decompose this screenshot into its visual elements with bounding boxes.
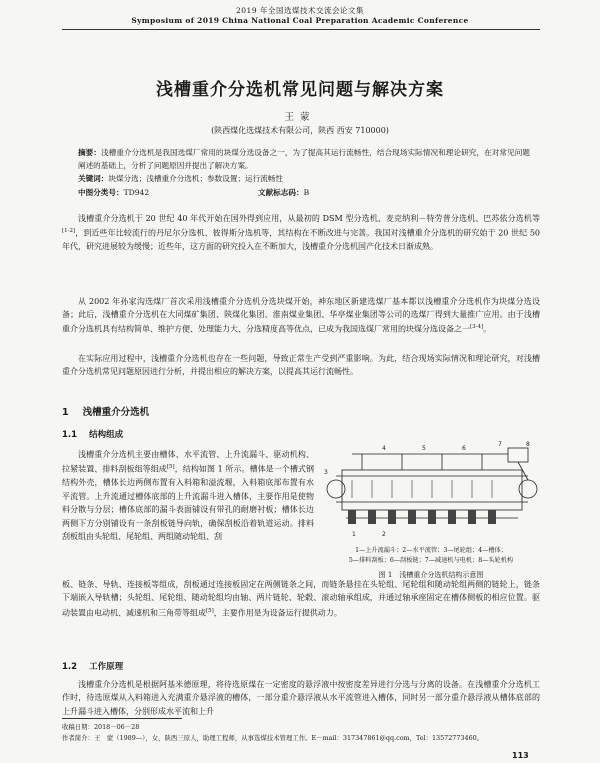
fig-label-8: 8 (526, 441, 530, 448)
upflow-hopper (368, 510, 376, 524)
p4-text-d: ，主要作用是为设备运行提供动力。 (213, 608, 342, 618)
fig-label-7: 7 (498, 441, 502, 448)
header-english: Symposium of 2019 China National Coal Preparation Academic Conference (131, 16, 469, 25)
citation: [1-2] (62, 228, 76, 234)
upflow-hopper (408, 510, 416, 524)
upflow-hopper (348, 510, 356, 524)
structure-paragraph-cont (62, 578, 540, 620)
abstract-label: 摘要： (78, 148, 101, 157)
keywords (78, 172, 530, 185)
abstract (78, 146, 530, 172)
upflow-hopper (468, 510, 476, 524)
p1-text-b: ，到近些年比较流行的丹尼尔分选机、彼得斯分选机等，其结构在不断改进与完善。我国对浅槽重介分选机的研究始于 20 世纪 50 年代，研究进展较为缓慢；近些年，这方面的研究投入在不断加大，浅槽重介分选机国产化技术日渐成熟。 (62, 228, 540, 251)
structure-paragraph (62, 448, 314, 544)
author-bio: 作者简介：王 蒙（1989—），女，陕西三原人，助理工程师，从事选煤技术管理工作。E－mail：317347861@qq.com，Tel：13572773460。 (62, 734, 484, 742)
p2-text-b: 。 (483, 324, 492, 334)
fig-label-6: 6 (462, 445, 466, 452)
p4-text-a: 浅槽重介分选机主要由槽体、水平流管、上升流漏斗、驱动机构、拉紧装置、排料刮板组等组成 (62, 450, 314, 475)
clc-value: TD942 (123, 188, 150, 197)
p1-text-a: 浅槽重介分选机于 20 世纪 40 年代开始在国外得到应用，从最初的 DSM 型分选机、麦克纳利－特劳普分选机、巴苏依分选机等 (78, 214, 540, 223)
citation: [5] (166, 464, 175, 471)
page-number: 113 (512, 751, 529, 760)
header-chinese: 2019 年全国选煤技术交流会论文集 (236, 6, 364, 15)
section-title: 工作原理 (89, 662, 124, 672)
keywords-label: 关键词： (78, 174, 109, 183)
p4-text-b: ，结构如图 1 所示。槽体是一个槽式钢结构外壳，槽体长边两侧布置有入料箱和溢流堰，入料箱底部布置有水平流管。上升流通过槽体底部的上升流漏斗进入槽体，主要作用是使物料分散与分层；槽体底部的漏斗表面铺设有带孔的耐磨衬板；槽体长边两侧下方分别铺设有一条刮板链导向轨，确保刮板沿着轨道运动。排料刮板组由头轮组、尾轮组、两组随动轮组、刮 (62, 465, 315, 542)
motor-reducer (508, 448, 528, 462)
author: 王蒙 (284, 112, 316, 123)
affiliation: (陕西煤化选煤技术有限公司，陕西 西安 710000) (211, 126, 389, 135)
upflow-hopper (428, 510, 436, 524)
separator-structure-figure (322, 440, 542, 546)
keywords-text: 块煤分选；浅槽重介分选机；参数设置；运行流畅性 (108, 174, 284, 183)
doc-code-value: B (303, 188, 310, 197)
figure-legend-line-2: 5—排料刮板；6—刮板链；7—减速机与电机；8—头轮机构 (348, 557, 514, 564)
fig-label-4: 4 (382, 445, 386, 452)
paper-title: 浅槽重介分选机常见问题与解决方案 (156, 80, 444, 100)
header-rule (62, 29, 540, 30)
principle-paragraph: 浅槽重介分选机是根据阿基米德原理，将待选原煤在一定密度的悬浮液中按密度差异进行分选与分离的设备。在浅槽重介分选机工作时，待选原煤从入料箱进入充满重介悬浮液的槽体，一部分重介悬浮液从水平流管进入槽体，同时另一部分重介悬浮液从槽体底部的上升漏斗进入槽体，分别形成水平流和上升 (62, 680, 540, 716)
section-1-1-heading (62, 428, 123, 440)
upflow-hopper (388, 510, 396, 524)
section-number: 1.2 (62, 662, 78, 672)
clc-label: 中图分类号： (78, 188, 124, 197)
footnote-rule (62, 718, 182, 719)
running-header (0, 5, 600, 25)
section-title: 浅槽重介分选机 (82, 407, 150, 418)
fig-label-3: 3 (324, 469, 328, 476)
citation: [3-4] (470, 324, 484, 330)
section-1-2-heading (62, 660, 123, 672)
upflow-hopper (488, 510, 496, 524)
fig-label-2: 2 (382, 531, 386, 538)
figure-title: 图 1 浅槽重介分选机结构示意图 (378, 571, 484, 579)
drive-belt (518, 462, 528, 480)
upflow-hopper (448, 510, 456, 524)
received-date: 收稿日期：2018－06－28 (62, 723, 140, 731)
p4-text-c: 板、链条、导轨、连接板等组成，刮板通过连接板固定在两侧链条之间，而链条悬挂在头轮组、尾轮组和随动轮组两侧的链轮上，链条下端嵌入导轨槽；头轮组、尾轮组、随动轮组均由轴、两片链轮、轮毂、滚动轴承组成，并通过轴承座固定在槽体侧板的相应位置。驱动装置由电动机、减速机和三角带等组成 (62, 580, 540, 618)
figure-legend (318, 546, 544, 566)
section-number: 1.1 (62, 430, 78, 440)
intro-paragraph-3: 在实际应用过程中，浅槽重介分选机也存在一些问题，导致正常生产受到严重影响。为此，结合现场实际情况和理论研究，对浅槽重介分选机常见问题原因进行分析，并提出相应的解决方案，以提高其运行流畅性。 (62, 354, 540, 376)
p2-text-a: 从 2002 年孙家沟选煤厂首次采用浅槽重介分选机分选块煤开始，神东地区新建选煤厂基本都以浅槽重介分选机作为块煤分选设备；此后，浅槽重介分选机在大同煤矿集团、陕煤化集团、淮南煤业集团、华亭煤业集团等公司的选煤厂得到大量推广应用。由于浅槽重介分选机具有结构简单、维护方便、处理能力大、分选精度高等优点，已成为我国选煤厂常用的块煤分选设备之一 (62, 297, 540, 334)
fig-label-1: 1 (352, 531, 356, 538)
abstract-text: 浅槽重介分选机是我国选煤厂常用的块煤分选设备之一，为了提高其运行流畅性，结合现场实际情况和理论研究，在对常见问题阐述的基础上，分析了问题原因并提出了解决方案。 (78, 148, 531, 170)
section-1-heading (62, 404, 149, 418)
fig-label-5: 5 (422, 445, 426, 452)
section-title: 结构组成 (89, 430, 124, 440)
figure-legend-line-1: 1—上升流漏斗；2—水平流管；3—尾轮组；4—槽体； (355, 547, 507, 554)
intro-paragraph-1 (62, 212, 540, 253)
doc-code-label: 文献标志码： (258, 188, 304, 197)
classification-line (78, 186, 530, 199)
section-number: 1 (62, 407, 69, 418)
citation: [5] (206, 607, 214, 614)
intro-paragraph-2 (62, 295, 540, 336)
